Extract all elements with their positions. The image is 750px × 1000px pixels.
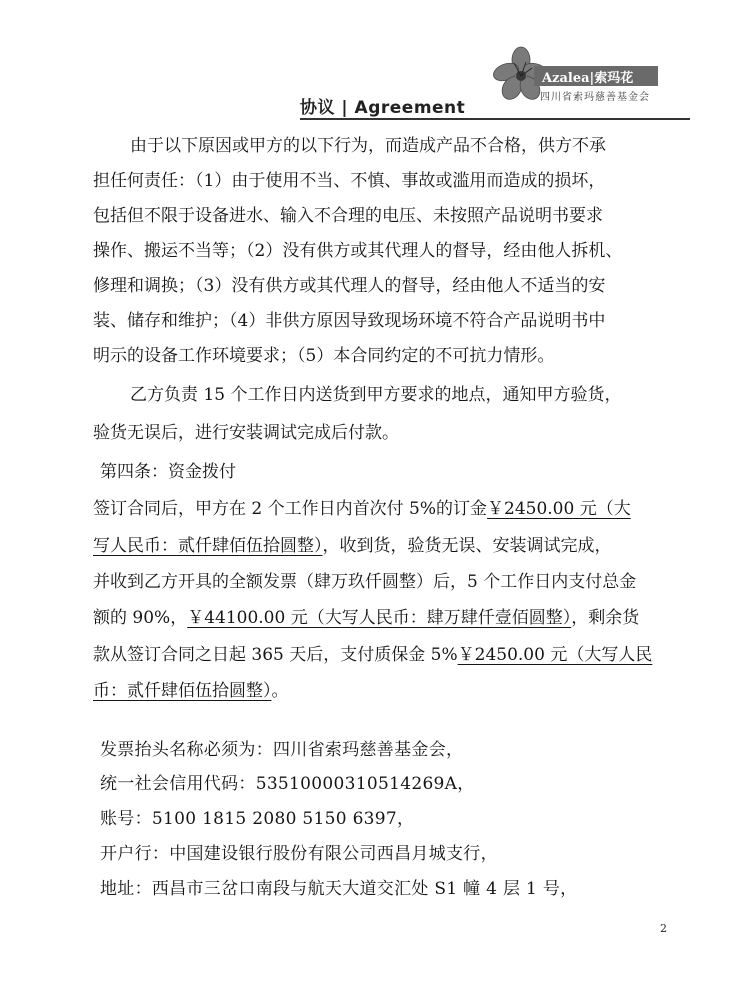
payment-line xyxy=(93,676,289,701)
address-line: 地址：西昌市三岔口南段与航天大道交汇处 S1 幢 4 层 1 号， xyxy=(100,879,578,899)
foundation-logo xyxy=(492,46,662,106)
invoice-title-line: 发票抬头名称必须为：四川省索玛慈善基金会， xyxy=(100,740,464,760)
paragraph-1-line: 担任何责任：（1）由于使用不当、不慎、事故或滥用而造成的损坏， xyxy=(93,171,606,191)
payment-line: 并收到乙方开具的全额发票（肆万玖仟圆整）后，5 个工作日内支付总金 xyxy=(93,572,637,592)
bank-line: 开户行：中国建设银行股份有限公司西昌月城支行， xyxy=(100,844,498,864)
credit-code-line: 统一社会信用代码：53510000310514269A， xyxy=(100,774,475,794)
document-header-title: 协议 | Agreement xyxy=(300,98,466,118)
payment-text: 签订合同后，甲方在 2 个工作日内首次付 5%的订金 xyxy=(93,499,487,519)
paragraph-1-line: 由于以下原因或甲方的以下行为，而造成产品不合格，供方不承 xyxy=(130,136,606,156)
paragraph-1-line: 包括但不限于设备进水、输入不合理的电压、未按照产品说明书要求 xyxy=(93,206,603,226)
paragraph-2-line: 验货无误后，进行安装调试完成后付款。 xyxy=(93,423,399,443)
warranty-deposit-words: 币：贰仟肆佰伍拾圆整） xyxy=(93,681,272,701)
payment-line xyxy=(93,640,652,665)
logo-text: Azalea|索玛花 xyxy=(542,71,634,86)
paragraph-1-line: 修理和调换；（3）没有供方或其代理人的督导，经由他人不适当的安 xyxy=(93,276,606,296)
deposit-amount: ￥2450.00 元（大 xyxy=(487,499,631,519)
payment-line xyxy=(93,494,631,519)
account-number-line: 账号：5100 1815 2080 5150 6397， xyxy=(100,809,415,829)
page-number: 2 xyxy=(660,922,667,935)
payment-line xyxy=(93,603,639,628)
paragraph-1-line: 操作、搬运不当等；（2）没有供方或其代理人的督导，经由他人拆机、 xyxy=(93,241,623,261)
main-payment-amount: ￥44100.00 元（大写人民币：肆万肆仟壹佰圆整） xyxy=(187,608,572,628)
warranty-deposit-amount: ￥2450.00 元（大写人民 xyxy=(457,645,653,665)
deposit-amount-words: 写人民币：贰仟肆佰伍拾圆整） xyxy=(93,536,323,556)
payment-text: ，收到货，验货无误、安装调试完成， xyxy=(322,536,612,556)
paragraph-2-line: 乙方负责 15 个工作日内送货到甲方要求的地点，通知甲方验货， xyxy=(130,385,622,405)
paragraph-1-line: 明示的设备工作环境要求；（5）本合同约定的不可抗力情形。 xyxy=(93,346,555,366)
payment-text: 款从签订合同之日起 365 天后，支付质保金 5% xyxy=(93,645,458,665)
logo-subtitle: 四川省索玛慈善基金会 xyxy=(540,92,650,103)
paragraph-1-line: 装、储存和维护；（4）非供方原因导致现场环境不符合产品说明书中 xyxy=(93,311,606,331)
header-divider xyxy=(300,118,690,120)
payment-text: 额的 90%， xyxy=(93,608,188,628)
payment-text: 。 xyxy=(271,681,289,701)
payment-text: ，剩余货 xyxy=(571,608,640,628)
payment-line xyxy=(93,531,612,556)
section-title: 第四条：资金拨付 xyxy=(100,462,236,482)
